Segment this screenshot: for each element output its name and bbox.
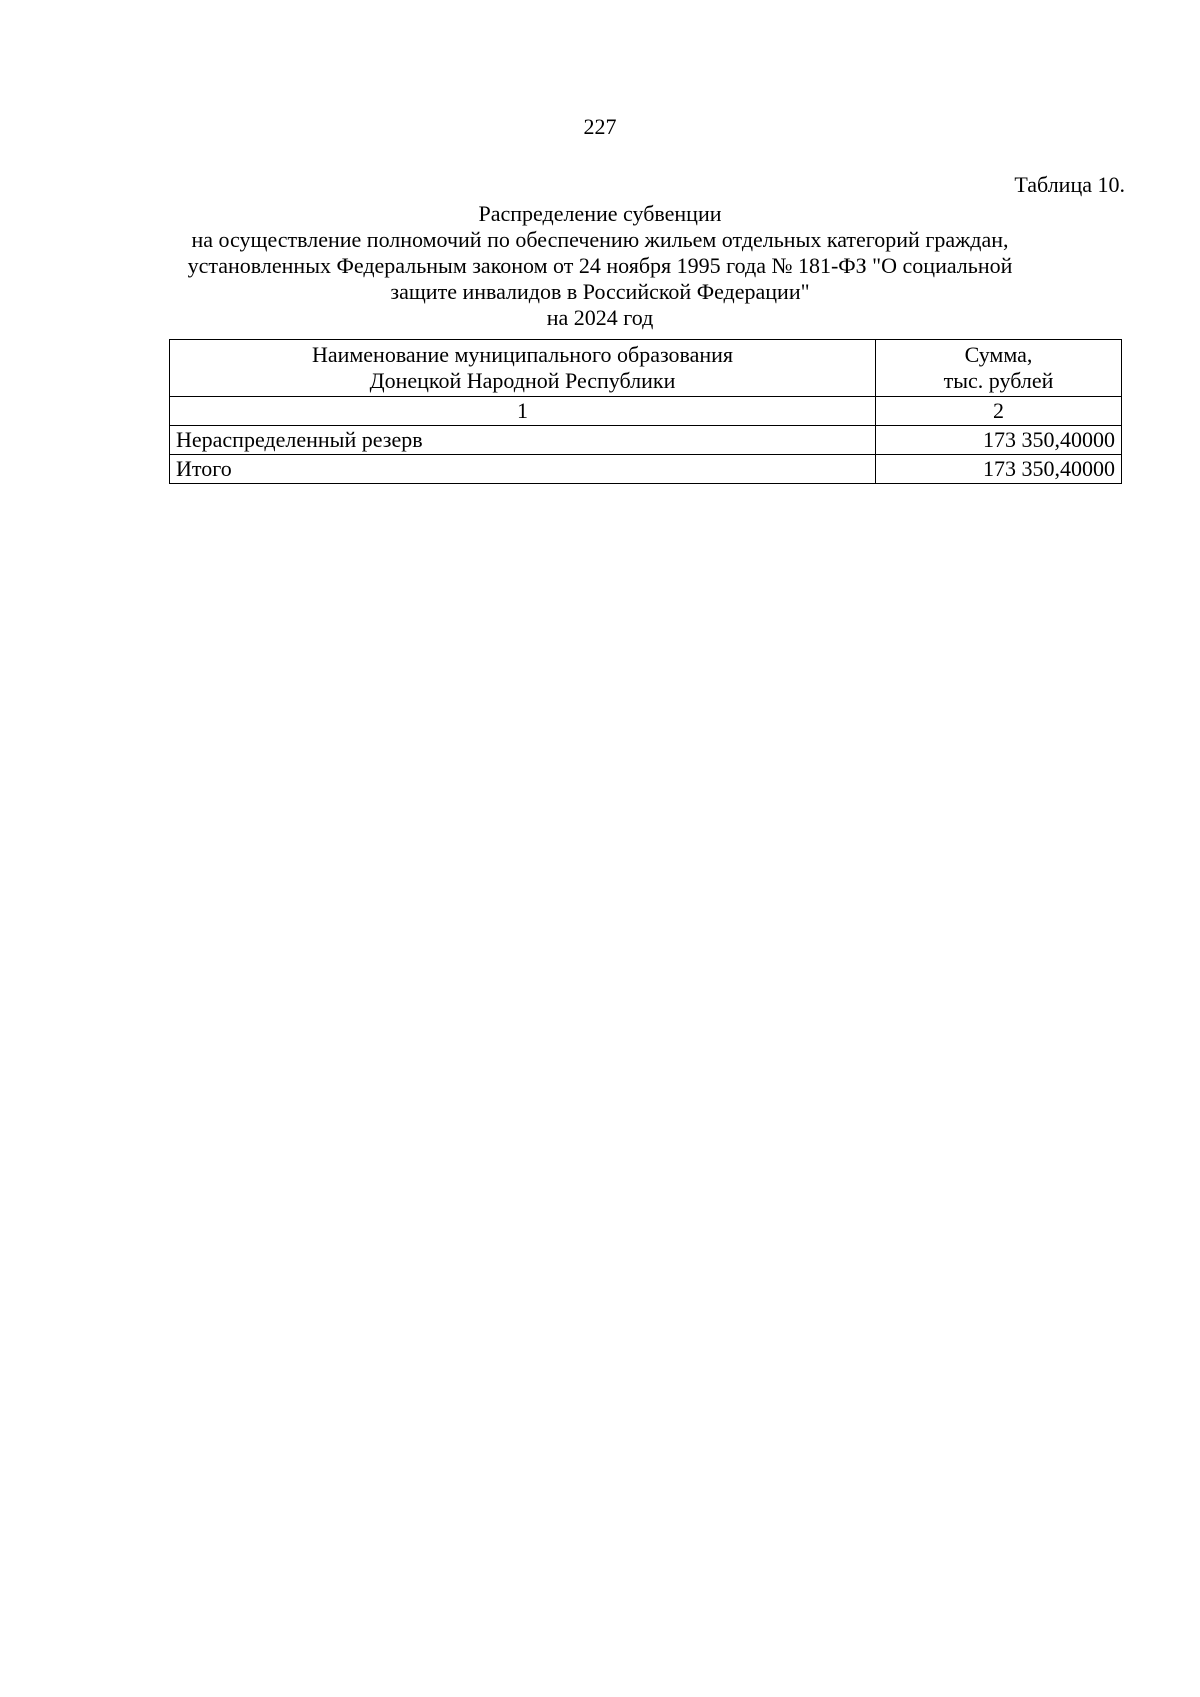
column-number-row (170, 397, 1122, 426)
header-name-line: Донецкой Народной Республики (369, 368, 676, 393)
table-total-row (170, 455, 1122, 484)
title-line: на 2024 год (546, 305, 654, 330)
table-row (170, 426, 1122, 455)
title-line: на осуществление полномочий по обеспечению жильем отдельных категорий граждан, (191, 227, 1009, 252)
row-amount-cell: 173 350,40000 (876, 426, 1122, 455)
title-line: установленных Федеральным законом от 24 ноября 1995 года № 181-ФЗ "О социальной (187, 253, 1013, 278)
header-name-line: Наименование муниципального образования (311, 342, 734, 367)
page-number: 227 (583, 114, 617, 139)
title-line: защите инвалидов в Российской Федерации" (390, 279, 810, 304)
table-label: Таблица 10. (1014, 172, 1125, 197)
subvention-distribution-table (169, 339, 1122, 484)
title-line: Распределение субвенции (478, 201, 722, 226)
row-name-cell: Итого (170, 455, 876, 484)
header-name-cell (170, 340, 876, 397)
header-amount-cell (876, 340, 1122, 397)
table-header-row (170, 340, 1122, 397)
row-amount-cell: 173 350,40000 (876, 455, 1122, 484)
header-amount-line: тыс. рублей (943, 368, 1054, 393)
document-title (150, 201, 1050, 331)
row-name-cell: Нераспределенный резерв (170, 426, 876, 455)
column-number-cell: 1 (170, 397, 876, 426)
header-amount-line: Сумма, (964, 342, 1033, 367)
column-number-cell: 2 (876, 397, 1122, 426)
